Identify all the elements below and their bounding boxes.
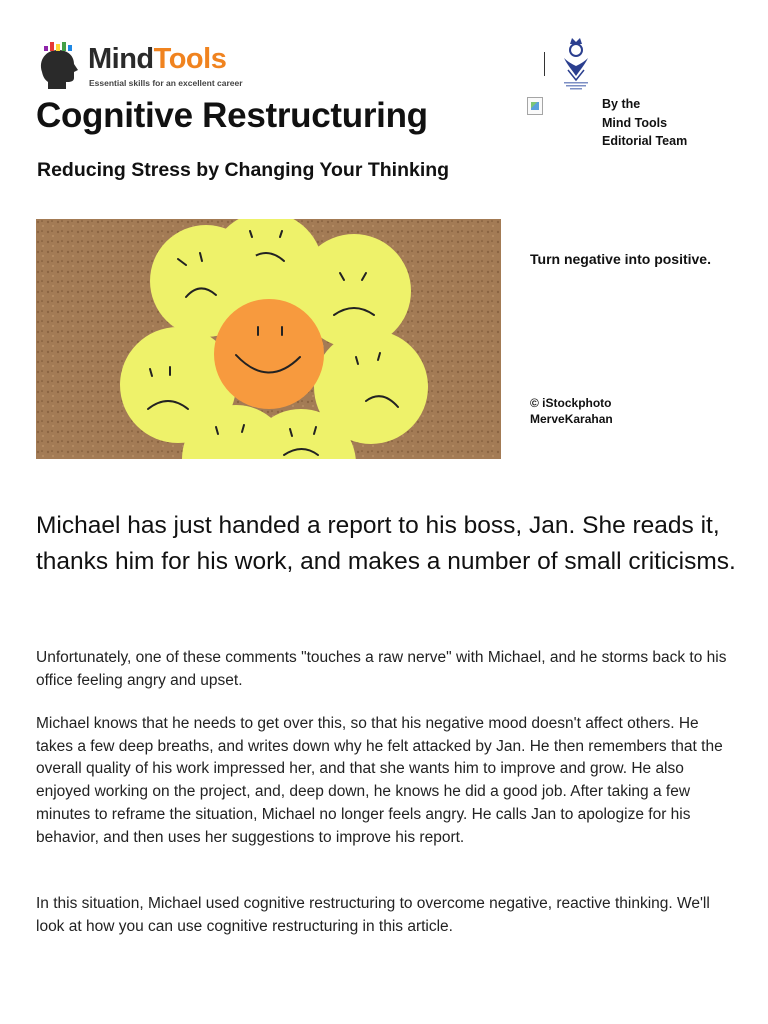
byline-line-2: Mind Tools — [602, 115, 668, 130]
logo-wordmark — [88, 44, 226, 74]
body-paragraph-3: In this situation, Michael used cognitive restructuring to overcome negative, reactive thinking. We'll look at how you can use cognitive restructuring in this article. — [36, 895, 710, 935]
logo-word-mind: Mind — [88, 43, 154, 75]
smiley-flower-illustration — [36, 219, 501, 459]
queens-award-emblem-icon — [556, 36, 596, 92]
image-caption: Turn negative into positive. — [530, 251, 711, 267]
body-paragraph-1: Unfortunately, one of these comments "touches a raw nerve" with Michael, and he storms back to his office feeling angry and upset. — [36, 649, 727, 689]
credit-line-2: MerveKarahan — [530, 411, 613, 426]
broken-image-icon — [527, 97, 543, 115]
byline-line-3: Editorial Team — [602, 134, 688, 148]
lead-paragraph: Michael has just handed a report to his boss, Jan. She reads it, thanks him for his work, and makes a number of small criticisms. — [36, 512, 736, 575]
page-subtitle: Reducing Stress by Changing Your Thinking — [37, 159, 450, 181]
credit-line-1: © iStockphoto — [530, 396, 612, 410]
body-paragraph-2: Michael knows that he needs to get over this, so that his negative mood doesn't affect others. He takes a few deep breaths, and writes down why he felt attacked by Jan. He then remembers that the overall quality of his work impressed her, and that she wants him to improve and grow. He also enjoyed working on the project, and, deep down, he knows he did a good job. After taking a few minutes to reframe the situation, Michael no longer feels angry. He calls Jan to apologize for his behavior, and then uses her suggestions to improve his report. — [36, 715, 723, 846]
hero-image — [36, 219, 501, 459]
mindtools-logo[interactable] — [36, 38, 246, 92]
author-byline — [602, 95, 687, 151]
award-divider — [544, 52, 545, 76]
page-title: Cognitive Restructuring — [36, 96, 428, 135]
logo-tagline: Essential skills for an excellent career — [89, 78, 243, 88]
logo-word-tools: Tools — [153, 43, 227, 75]
byline-line-1: By the — [602, 97, 641, 111]
head-silhouette-icon — [36, 42, 84, 90]
image-credit — [530, 396, 730, 427]
